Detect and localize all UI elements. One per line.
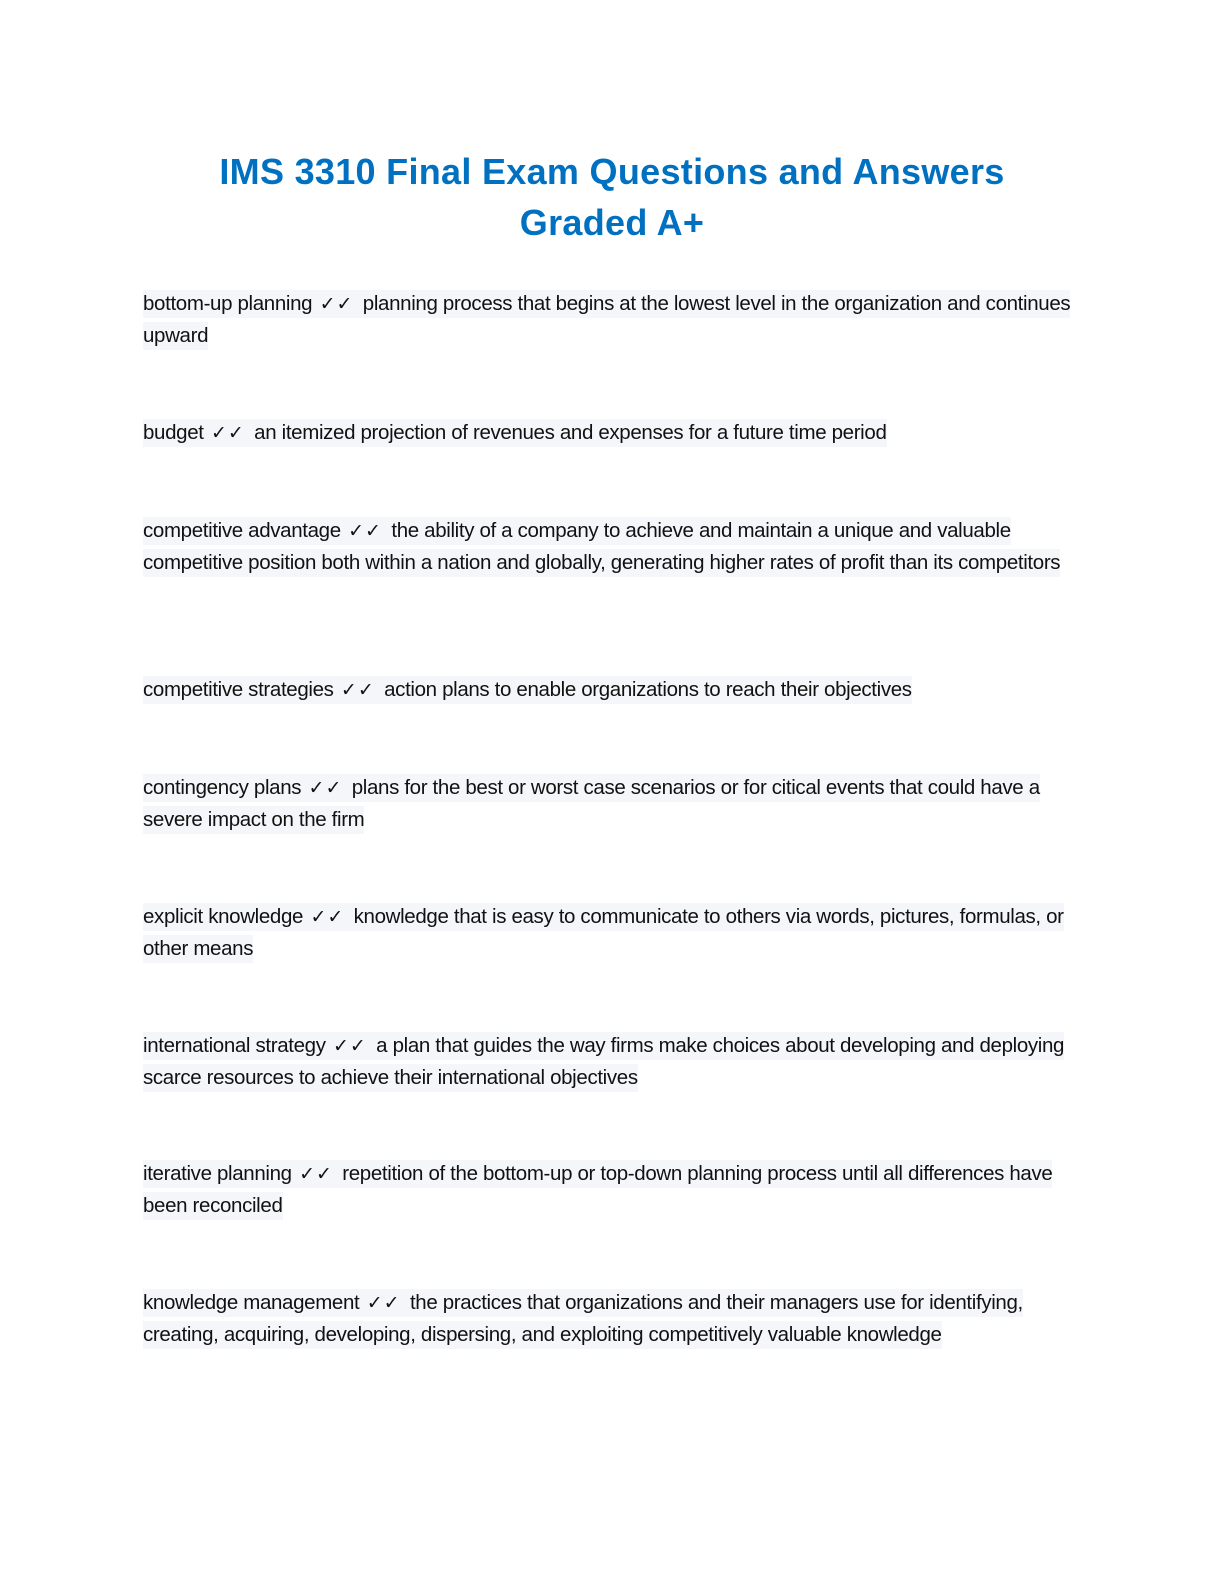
double-check-mark-icon: ✓✓ [310, 906, 345, 928]
entry-term: knowledge management [143, 1291, 360, 1314]
entry-term: explicit knowledge [143, 905, 304, 928]
entry-highlight [143, 1032, 1064, 1092]
entry-definition: planning process that begins at the lowest level in the organization and continues upward [143, 292, 1071, 348]
entry-highlight [143, 676, 912, 704]
entry-definition: an itemized projection of revenues and expenses for a future time period [254, 421, 887, 444]
entry-highlight [143, 1289, 1023, 1349]
entry-term: budget [143, 421, 204, 444]
title-line-1: IMS 3310 Final Exam Questions and Answers [219, 151, 1005, 192]
entry-highlight [143, 903, 1064, 963]
entry-highlight [143, 517, 1060, 577]
entry-definition: action plans to enable organizations to reach their objectives [384, 678, 912, 701]
double-check-mark-icon: ✓✓ [332, 1035, 367, 1057]
entry-term: competitive strategies [143, 678, 334, 701]
glossary-entry [143, 1158, 1083, 1222]
glossary-entry [143, 674, 1083, 706]
entry-highlight [143, 419, 887, 447]
glossary-entry [143, 417, 1083, 449]
entry-definition: knowledge that is easy to communicate to others via words, pictures, formulas, or other means [143, 905, 1064, 961]
entry-term: bottom-up planning [143, 292, 313, 315]
double-check-mark-icon: ✓✓ [319, 293, 354, 315]
glossary-entry [143, 515, 1083, 579]
entry-term: international strategy [143, 1034, 326, 1057]
entry-highlight [143, 774, 1040, 834]
double-check-mark-icon: ✓✓ [340, 679, 375, 701]
entry-term: competitive advantage [143, 519, 341, 542]
entry-definition: the practices that organizations and their managers use for identifying, creating, acquiring, developing, dispersing, and exploiting competitively valuable knowledge [143, 1291, 1023, 1347]
glossary-entry [143, 288, 1083, 352]
document-title [0, 146, 1224, 248]
entry-term: iterative planning [143, 1162, 292, 1185]
entry-definition: a plan that guides the way firms make choices about developing and deploying scarce resources to achieve their international objectives [143, 1034, 1065, 1090]
double-check-mark-icon: ✓✓ [210, 422, 245, 444]
double-check-mark-icon: ✓✓ [299, 1163, 333, 1185]
entry-definition: plans for the best or worst case scenarios or for citical events that could have a severe impact on the firm [143, 776, 1040, 832]
glossary-entry [143, 1287, 1083, 1351]
glossary-entry [143, 901, 1083, 965]
double-check-mark-icon: ✓✓ [366, 1292, 401, 1314]
double-check-mark-icon: ✓✓ [308, 777, 343, 799]
glossary-entry [143, 772, 1083, 836]
entry-definition: repetition of the bottom-up or top-down planning process until all differences have been reconciled [143, 1162, 1053, 1218]
double-check-mark-icon: ✓✓ [348, 520, 382, 542]
entry-term: contingency plans [143, 776, 302, 799]
title-line-2: Graded A+ [519, 202, 705, 243]
entry-highlight [143, 290, 1070, 350]
entry-definition: the ability of a company to achieve and maintain a unique and valuable competitive position both within a nation and globally, generating higher rates of profit than its competitors [143, 519, 1061, 575]
glossary-entry [143, 1030, 1083, 1094]
entry-highlight [143, 1160, 1052, 1220]
